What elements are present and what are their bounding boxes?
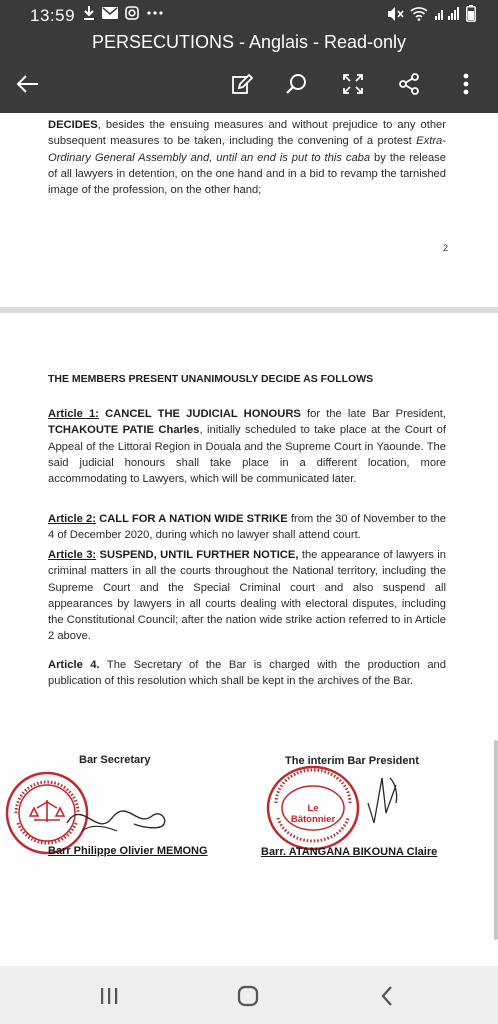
article-1: [48, 406, 446, 487]
nav-back-button[interactable]: [367, 978, 407, 1014]
decides-italic: Extra-Ordinary General Assembly and, until an end is put to this caba: [48, 135, 446, 164]
secretary-signature: [62, 793, 172, 843]
bar-secretary-name: Barr Philippe Olivier MEMONG: [48, 845, 208, 857]
bar-secretary-label: Bar Secretary: [79, 754, 151, 766]
overflow-menu-button[interactable]: [446, 64, 486, 104]
document-page-2: [0, 113, 498, 307]
edit-icon: [230, 72, 254, 96]
document-page-3: [0, 313, 498, 966]
article-3-title: SUSPEND, UNTIL FURTHER NOTICE,: [99, 549, 299, 561]
nav-back-icon: [380, 985, 394, 1007]
fullscreen-icon: [342, 73, 364, 95]
status-time: 13:59: [30, 6, 76, 25]
wifi-icon: [410, 6, 428, 21]
overflow-menu-icon: [463, 73, 469, 95]
decides-paragraph: [48, 117, 446, 198]
article-1-name: TCHAKOUTE PATIE Charles: [48, 424, 200, 437]
scroll-thumb[interactable]: [494, 740, 498, 940]
search-button[interactable]: [276, 64, 316, 104]
fullscreen-button[interactable]: [333, 64, 373, 104]
decides-text-1: , besides the ensuing measures and without prejudice to any other subsequent measures to be taken, including the convening of a protest: [48, 119, 446, 148]
article-1-text-1: for the late Bar President,: [300, 408, 447, 420]
decides-lead: DECIDES: [48, 119, 98, 131]
article-2: [48, 511, 446, 544]
app-bar: [0, 0, 498, 113]
article-1-text-2: , initially scheduled to take place at the Court of Appeal of the Littoral Region in Douala and the Supreme Court in Yaounde. The said judicial honours shall take place in a different location, more accommodating to Lawyers, which will be communicated later.: [48, 424, 446, 486]
search-icon: [284, 72, 308, 96]
article-2-title: CALL FOR A NATION WIDE STRIKE: [99, 513, 288, 525]
article-1-title: CANCEL THE JUDICIAL HONOURS: [105, 408, 301, 420]
page-number: 2: [442, 243, 448, 253]
president-signature: [360, 763, 410, 833]
status-bar: [0, 0, 498, 32]
back-button[interactable]: [8, 64, 48, 104]
share-button[interactable]: [389, 64, 429, 104]
notification-icons: [83, 5, 164, 21]
article-4-text: The Secretary of the Bar is charged with the production and publication of this resolution which shall be kept in the archives of the Bar.: [48, 659, 446, 688]
edit-button[interactable]: [222, 64, 262, 104]
mute-icon: [386, 6, 404, 22]
system-navigation-bar: [0, 966, 498, 1024]
article-2-text: from the 30 of November to the 4 of December 2020, during which no lawyer shall attend court.: [48, 513, 447, 542]
toolbar: [0, 60, 498, 108]
instagram-icon: [125, 6, 139, 20]
home-button[interactable]: [228, 978, 268, 1014]
recents-button[interactable]: [89, 978, 129, 1014]
article-1-label: Article 1:: [48, 408, 99, 420]
interim-president-label: The interim Bar President: [285, 755, 419, 767]
recents-icon: [99, 987, 119, 1005]
more-dots-icon: [146, 10, 164, 16]
system-icons: [386, 5, 476, 22]
signal-icon: [434, 6, 460, 21]
battery-icon: [466, 5, 476, 22]
resolution-heading: THE MEMBERS PRESENT UNANIMOUSLY DECIDE AS FOLLOWS: [48, 373, 374, 385]
home-icon: [237, 985, 259, 1007]
article-3-text: the appearance of lawyers in criminal matters in all the courts throughout the National territory, including the Supreme Court and the Special Criminal court and also suspend all appearances by lawyers in all courts dealing with electoral disputes, including the Constitutional Council; after the nation wide strike action referred to in Article 2 above.: [48, 549, 446, 643]
article-2-label: Article 2:: [48, 513, 96, 525]
interim-president-name: Barr. ATANGANA BIKOUNA Claire: [261, 846, 438, 858]
article-4: [48, 657, 446, 690]
download-icon: [83, 5, 95, 21]
article-3: [48, 547, 446, 645]
share-icon: [398, 73, 420, 95]
article-3-label: Article 3:: [48, 549, 97, 561]
mail-icon: [102, 7, 118, 19]
article-4-label: Article 4.: [48, 659, 100, 671]
document-title: PERSECUTIONS - Anglais - Read-only: [91, 32, 407, 52]
back-arrow-icon: [16, 74, 40, 94]
stamp-text-batonnier: Le Bâtonnier: [290, 803, 336, 825]
decides-text-2: by the release of all lawyers in detention, on the one hand and in a bid to revamp the tarnished image of the profession, on the other hand;: [48, 151, 446, 197]
